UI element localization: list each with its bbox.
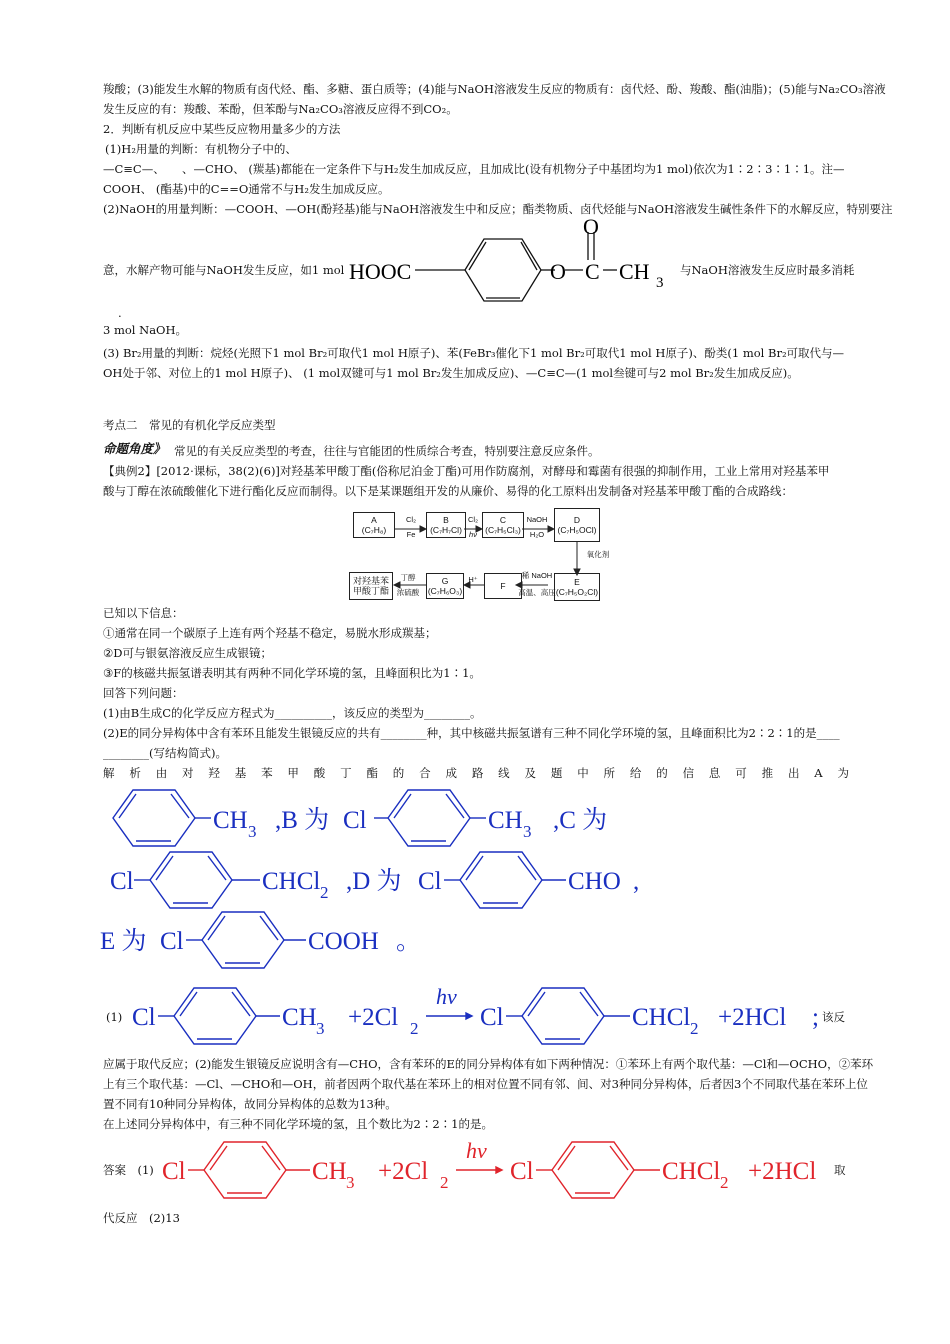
analysis-char: 中 <box>577 766 589 780</box>
text-line: ①通常在同一个碳原子上连有两个羟基不稳定，易脱水形成羰基； <box>103 626 437 640</box>
text-line: (1)H₂用量的判断：有机物分子中的、 <box>105 142 297 156</box>
analysis-char: 的 <box>656 766 668 780</box>
analysis-char: 苯 <box>261 766 273 780</box>
box-label: D <box>573 515 581 525</box>
ch3-label: CH <box>488 807 523 834</box>
comma-label: , <box>633 868 640 895</box>
plus-hcl-label: +2HCl <box>748 1158 817 1185</box>
box-label: 甲酸丁酯 <box>352 586 389 596</box>
cooh-label: COOH <box>308 928 379 955</box>
cho-label: CHO <box>568 868 621 895</box>
text-line: 应属于取代反应；(2)能发生银镜反应说明含有—CHO，含有苯环的E的同分异构体有如下两种情况：①苯环上有两个取代基：—Cl和—OCHO，②苯环 <box>103 1057 874 1071</box>
hooc-label: HOOC <box>349 259 412 284</box>
flow-box-b <box>426 512 466 538</box>
analysis-char: 基 <box>234 766 247 780</box>
flow-box-e <box>554 573 600 601</box>
plus-cl2-label: +2Cl <box>348 1004 399 1031</box>
analysis-char: 成 <box>445 766 457 780</box>
analysis-char: 信 <box>682 766 695 780</box>
oxygen-label: O <box>583 214 599 239</box>
box-label: E <box>574 577 580 587</box>
flow-box-c <box>482 512 524 538</box>
box-formula: (C₇H₅OCl) <box>557 525 597 535</box>
structures-a-b <box>103 790 663 850</box>
text-line: . <box>118 306 122 320</box>
text-line: COOH、 (酯基)中的C==O通常不与H₂发生加成反应。 <box>103 182 390 196</box>
chcl-label: CHCl <box>632 1004 691 1031</box>
subscript-2: 2 <box>720 1173 729 1192</box>
text-line: 发生反应的有：羧酸、苯酚，但苯酚与Na₂CO₃溶液反应得不到CO₂。 <box>103 102 458 116</box>
cl-label: Cl <box>343 807 367 834</box>
ch3-label: CH <box>312 1158 347 1185</box>
text-line: 与NaOH溶液发生反应时最多消耗 <box>680 263 855 277</box>
text-line: ③F的核磁共振氢谱表明其有两种不同化学环境的氢，且峰面积比为1∶1。 <box>103 666 481 680</box>
box-formula: (C₇H₈) <box>361 525 387 535</box>
text-line: OH处于邻、对位上的1 mol H原子)、 (1 mol双键可与1 mol Br₂发生加成反应)、—C≡C—(1 mol叁键可与2 mol Br₂发生加成反应)。 <box>103 366 799 380</box>
hv-label: hν <box>466 1138 487 1163</box>
answer-equation <box>160 1136 840 1198</box>
box-formula: (C₇H₇Cl) <box>430 525 462 535</box>
analysis-char: 酯 <box>366 766 378 780</box>
text-line: 取 <box>834 1163 846 1177</box>
section-title: 考点二 常见的有机化学反应类型 <box>103 418 276 432</box>
text-line: (2)E的同分异构体中含有苯环且能发生银镜反应的共有________种，其中核磁共振氢谱有三种不同化学环境的氢，且峰面积比为2∶2∶1的是____ <box>103 726 840 740</box>
text-line: 已知以下信息： <box>103 606 184 620</box>
subscript-2: 2 <box>440 1173 449 1192</box>
text-line: 在上述同分异构体中，有三种不同化学环境的氢，且个数比为2∶2∶1的是。 <box>103 1117 493 1131</box>
plus-hcl-label: +2HCl <box>718 1004 787 1031</box>
subscript-3: 3 <box>346 1173 355 1192</box>
analysis-char: 出 <box>787 766 800 780</box>
analysis-char: 为 <box>837 766 849 780</box>
analysis-char: 的 <box>392 766 405 780</box>
cond-ef-top: 稀 NaOH <box>521 571 553 580</box>
d-is-label: ,D 为 <box>346 868 402 895</box>
cond-ef-bot: 高温、高压 <box>518 588 556 597</box>
b-is-label: ,B 为 <box>275 807 330 834</box>
analysis-intro-line <box>103 765 849 781</box>
text-line: 酸与丁醇在浓硫酸催化下进行酯化反应而制得。以下是某课题组开发的从廉价、易得的化工原料出发制备对羟基苯甲酸丁酯的合成路线： <box>103 484 793 498</box>
cl-label: Cl <box>110 868 134 895</box>
cl-label: Cl <box>510 1158 534 1185</box>
analysis-char: 析 <box>129 766 141 780</box>
plus-cl2-label: +2Cl <box>378 1158 429 1185</box>
box-label: C <box>499 515 507 525</box>
cl-label: Cl <box>480 1004 504 1031</box>
analysis-char: 合 <box>419 766 431 780</box>
oxygen-label: O <box>550 259 566 284</box>
c-is-label: ,C 为 <box>553 807 608 834</box>
chcl-label: CHCl <box>262 868 321 895</box>
cl-label: Cl <box>418 868 442 895</box>
text-line: ②D可与银氨溶液反应生成银镜； <box>103 646 273 660</box>
analysis-char: 可 <box>735 766 747 780</box>
text-line: 常见的有关反应类型的考查，往往与官能团的性质综合考查，特别要注意反应条件。 <box>174 444 600 458</box>
box-label: F <box>500 581 506 591</box>
text-line: 羧酸；(3)能发生水解的物质有卤代烃、酯、多糖、蛋白质等；(4)能与NaOH溶液发生反应的物质有：卤代烃、酚、羧酸、酯(油脂)；(5)能与Na₂CO₃溶液 <box>103 82 886 96</box>
cond-cd-top: NaOH <box>526 515 548 524</box>
chcl-label: CHCl <box>662 1158 721 1185</box>
subscript-3: 3 <box>248 822 257 841</box>
cond-bc-top: Cl₂ <box>468 515 478 524</box>
ch3-label: CH <box>282 1004 317 1031</box>
cl-label: Cl <box>132 1004 156 1031</box>
subscript-2: 2 <box>410 1019 419 1038</box>
structure-e <box>100 910 430 972</box>
text-line: (2)NaOH的用量判断：—COOH、—OH(酚羟基)能与NaOH溶液发生中和反应；酯类物质、卤代烃能与NaOH溶液发生碱性条件下的水解反应，特别要注 <box>103 202 893 216</box>
period-label: 。 <box>396 928 422 955</box>
analysis-char: 及 <box>524 766 536 780</box>
text-line: 2．判断有机反应中某些反应物用量多少的方法 <box>103 122 341 136</box>
analysis-char: 推 <box>761 766 774 780</box>
analysis-char: A <box>814 766 823 780</box>
ch3-label: CH <box>619 259 650 284</box>
ch3-label: CH <box>213 807 248 834</box>
text-line: 上有三个取代基：—Cl、—CHO和—OH，前者因两个取代基在苯环上的相对位置不同有邻、间、对3种同分异构体，后者因3个不同取代基在苯环上位 <box>103 1077 868 1091</box>
subscript-3: 3 <box>523 822 532 841</box>
flow-box-a <box>353 512 395 538</box>
analysis-char: 酸 <box>313 766 326 780</box>
box-formula: (C₇H₅O₂Cl) <box>555 587 599 597</box>
ester-structure <box>345 214 675 310</box>
box-formula: (C₇H₆O₃) <box>427 586 463 596</box>
analysis-char: 由 <box>155 766 168 780</box>
box-label: G <box>441 576 449 586</box>
subscript-3: 3 <box>656 275 664 291</box>
text-line: (1)由B生成C的化学反应方程式为__________，该反应的类型为________。 <box>103 706 482 720</box>
cond-gp-bot: 浓硫酸 <box>396 588 420 597</box>
flow-box-g <box>426 573 464 599</box>
analysis-char: 路 <box>471 766 484 780</box>
text-line: (3) Br₂用量的判断：烷烃(光照下1 mol Br₂可取代1 mol H原子)、苯(FeBr₃催化下1 mol Br₂可取代1 mol H原子)、酚类(1 mol Br₂可取代与— <box>103 346 845 360</box>
hv-label: hν <box>436 984 457 1009</box>
flow-box-product <box>349 572 393 600</box>
text-line: 回答下列问题： <box>103 686 184 700</box>
analysis-char: 题 <box>550 766 563 780</box>
subscript-2: 2 <box>320 883 329 902</box>
box-formula: (C₇H₅Cl₃) <box>485 525 521 535</box>
analysis-char: 对 <box>182 766 194 780</box>
cond-fg: H⁺ <box>468 575 478 584</box>
tag-label <box>103 441 166 457</box>
cl-label: Cl <box>162 1158 186 1185</box>
analysis-char: 所 <box>603 766 616 780</box>
cl-label: Cl <box>160 928 184 955</box>
text-line: 代反应 (2)13 <box>103 1211 180 1225</box>
text-line: 该反 <box>822 1010 845 1024</box>
analysis-char: 息 <box>708 766 721 780</box>
cond-ab-top: Cl₂ <box>406 515 416 524</box>
structures-c-d <box>108 850 668 912</box>
answer-label: 答案 (1) <box>103 1163 154 1177</box>
analysis-char: 给 <box>629 766 642 780</box>
text-line: 3 mol NaOH。 <box>103 323 188 337</box>
subscript-2: 2 <box>690 1019 699 1038</box>
text-line: —C≡C—、 、—CHO、 (羰基)都能在一定条件下与H₂发生加成反应，且加成比(设有机物分子中基团均为1 mol)依次为1∶2∶3∶1∶1。注— <box>103 162 845 176</box>
analysis-char: 甲 <box>287 766 299 780</box>
text-line: 【典例2】[2012·课标，38(2)(6)]对羟基苯甲酸丁酯(俗称尼泊金丁酯)可用作防腐剂，对酵母和霉菌有很强的抑制作用，工业上常用对羟基苯甲 <box>103 464 830 478</box>
equation-number: (1) <box>106 1010 123 1024</box>
cond-gp-top: 丁醇 <box>400 573 416 582</box>
subscript-3: 3 <box>316 1019 325 1038</box>
e-is-label: E 为 <box>100 928 147 955</box>
text-line: 置不同有10种同分异构体，故同分异构体的总数为13种。 <box>103 1097 397 1111</box>
reaction-equation <box>130 982 830 1044</box>
carbon-label: C <box>585 259 600 284</box>
semicolon-label: ; <box>812 1004 819 1031</box>
analysis-char: 丁 <box>340 766 352 780</box>
box-label: A <box>371 515 377 525</box>
box-label: B <box>443 515 449 525</box>
cond-bc-bot: hν <box>469 530 477 539</box>
analysis-char: 羟 <box>208 766 220 780</box>
cond-cd-bot: H₂O <box>529 530 545 539</box>
cond-de: 氧化剂 <box>586 550 610 559</box>
text-line: 意，水解产物可能与NaOH发生反应，如1 mol <box>103 263 345 277</box>
flow-box-d <box>554 508 600 542</box>
text-line: ________(写结构简式)。 <box>103 746 227 760</box>
cond-ab-bot: Fe <box>406 530 416 539</box>
tag-arrow: 》 <box>153 442 166 456</box>
analysis-char: 解 <box>103 766 115 780</box>
tag-text: 命题角度 <box>103 442 154 456</box>
analysis-char: 线 <box>498 766 510 780</box>
box-label: 对羟基苯 <box>352 576 389 586</box>
